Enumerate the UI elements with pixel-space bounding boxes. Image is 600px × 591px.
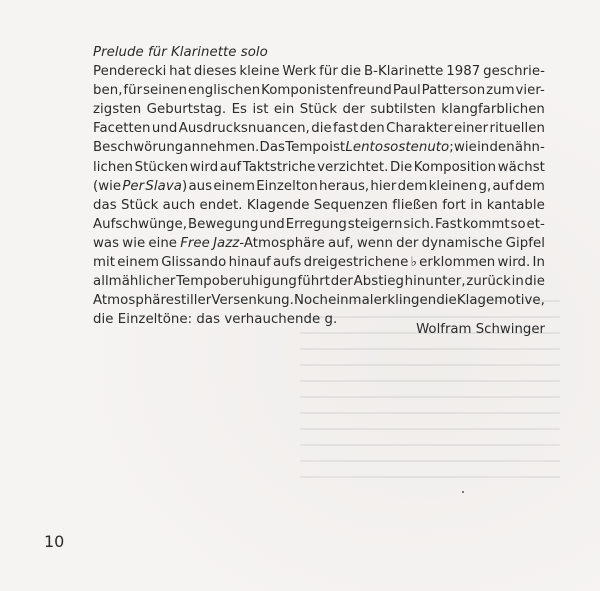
word: ben, — [93, 83, 123, 99]
word: auf, — [328, 235, 354, 251]
word: et- — [526, 216, 545, 232]
essay-text — [93, 43, 545, 329]
word: aufs — [272, 255, 302, 271]
word: erklingen — [373, 293, 437, 309]
word: sostenuto; — [383, 140, 454, 156]
word: Tempo — [285, 140, 330, 156]
word: Gipfel — [505, 235, 545, 251]
word: Einzelton — [256, 178, 318, 194]
word: hier — [370, 178, 397, 194]
word: Noch — [294, 293, 329, 309]
word: subtilsten — [370, 102, 436, 118]
word: das — [93, 197, 117, 213]
word: wie — [122, 235, 146, 251]
word: führt — [297, 274, 330, 290]
print-speck — [462, 491, 464, 493]
word: Lento — [345, 140, 384, 156]
word: aus — [188, 178, 213, 194]
word: dem — [515, 178, 545, 194]
word: Geburtstag. — [146, 102, 227, 118]
word: mit — [93, 255, 116, 271]
word: annehmen. — [183, 140, 260, 156]
word: Es — [231, 102, 248, 118]
word: ist — [329, 140, 346, 156]
word: Ausdrucksnuancen, — [178, 121, 310, 137]
word: wird. — [497, 255, 531, 271]
word: zigsten — [93, 102, 142, 118]
word: stiller — [174, 293, 212, 309]
essay-line — [93, 138, 545, 157]
word: Werk — [282, 64, 317, 80]
word: hinauf — [228, 255, 271, 271]
word: Slava) — [145, 178, 188, 194]
word: die — [436, 293, 457, 309]
word: die — [340, 64, 362, 80]
word: Jazz-Atmosphäre — [213, 235, 325, 251]
word: einem — [117, 255, 159, 271]
word: Das — [259, 140, 285, 156]
essay-line — [93, 215, 545, 234]
word: hinunter, — [404, 274, 466, 290]
word: Penderecki — [93, 64, 167, 80]
essay-line — [93, 272, 545, 291]
word: Taktstriche — [242, 159, 316, 175]
word: Komponistenfreund — [261, 83, 392, 99]
piece-title: Prelude für Klarinette solo — [93, 45, 268, 60]
word: auf — [492, 178, 514, 194]
word: das — [196, 312, 221, 328]
word: Erregung — [285, 216, 347, 232]
essay-line — [93, 62, 545, 81]
word: geschrie- — [483, 64, 545, 80]
word: hat — [169, 64, 192, 80]
essay-line — [93, 196, 545, 215]
essay-line — [93, 158, 545, 177]
word: Glissando — [161, 255, 227, 271]
word: g, — [478, 178, 492, 194]
word: kleine — [239, 64, 280, 80]
essay-line — [93, 119, 545, 138]
word: und — [151, 121, 178, 137]
word: Beschwörung — [93, 140, 184, 156]
word: dieses — [193, 64, 237, 80]
word: den — [489, 140, 515, 156]
word: sich. — [403, 216, 435, 232]
word: die — [311, 121, 332, 137]
word: dynamische — [421, 235, 503, 251]
word: wird — [189, 159, 219, 175]
word: den — [359, 121, 385, 137]
word: ♭ — [410, 255, 417, 271]
word: steigern — [347, 216, 403, 232]
author-signature: Wolfram Schwinger — [416, 322, 545, 337]
word: Facetten — [93, 121, 151, 137]
word: ist — [252, 102, 269, 118]
essay-body — [93, 62, 545, 329]
word: so — [510, 216, 526, 232]
word: Aufschwünge, — [93, 216, 188, 232]
word: Per — [122, 178, 145, 194]
word: ein — [273, 102, 295, 118]
essay-line — [93, 234, 545, 253]
word: kleinen — [428, 178, 478, 194]
word: Stück — [299, 102, 338, 118]
word: Versenkung. — [211, 293, 294, 309]
word: der — [396, 235, 419, 251]
word: heraus, — [319, 178, 370, 194]
word: in — [511, 274, 524, 290]
word: dem — [397, 178, 428, 194]
word: Komposition — [413, 159, 497, 175]
word: (wie — [93, 178, 122, 194]
word: Fast — [435, 216, 462, 232]
word: fließen — [392, 197, 438, 213]
word: 1987 — [446, 64, 481, 80]
essay-line — [93, 253, 545, 272]
word: Atmosphäre — [93, 293, 174, 309]
essay-line — [93, 177, 545, 196]
word: was — [93, 235, 120, 251]
word: kantable — [486, 197, 545, 213]
word: wächst — [497, 159, 545, 175]
word: Stücken — [134, 159, 189, 175]
word: Die — [389, 159, 413, 175]
word: für — [123, 83, 143, 99]
word: zum — [486, 83, 515, 99]
word: ähn- — [514, 140, 545, 156]
word: Tempoberuhigung — [176, 274, 297, 290]
word: Charakter — [386, 121, 453, 137]
word: Bewegung — [187, 216, 259, 232]
word: seinen — [143, 83, 188, 99]
word: rituellen — [489, 121, 545, 137]
word: der — [330, 274, 353, 290]
word: Einzeltöne: — [117, 312, 193, 328]
word: In — [532, 255, 545, 271]
word: Klagende — [246, 197, 310, 213]
word: Stück — [121, 197, 159, 213]
essay-line — [93, 291, 545, 310]
word: zurück — [466, 274, 511, 290]
word: englischen — [188, 83, 261, 99]
word: der — [342, 102, 365, 118]
word: B-Klarinette — [363, 64, 444, 80]
word: auch — [162, 197, 196, 213]
word: die — [93, 312, 114, 328]
word: vier- — [515, 83, 545, 99]
word: fast — [333, 121, 359, 137]
word: Free — [180, 235, 210, 251]
word: verzichtet. — [317, 159, 389, 175]
word: in — [477, 140, 490, 156]
word: für — [319, 64, 338, 80]
page-number: 10 — [44, 532, 65, 551]
word: wenn — [356, 235, 393, 251]
word: Abstieg — [353, 274, 404, 290]
word: endet. — [199, 197, 243, 213]
word: g. — [324, 312, 338, 328]
essay-line — [93, 100, 545, 119]
word: verhauchende — [224, 312, 321, 328]
word: fort — [442, 197, 466, 213]
word: Sequenzen — [313, 197, 388, 213]
essay-line — [93, 81, 545, 100]
word: die — [524, 274, 545, 290]
word: Patterson — [421, 83, 486, 99]
word: auf — [219, 159, 242, 175]
word: dreigestrichene — [303, 255, 409, 271]
word: eine — [148, 235, 178, 251]
word: kommt — [462, 216, 510, 232]
word: in — [470, 197, 483, 213]
word: Paul — [392, 83, 421, 99]
word: Klagemotive, — [456, 293, 545, 309]
word: einmal — [328, 293, 374, 309]
word: lichen — [93, 159, 134, 175]
word: wie — [453, 140, 477, 156]
word: einer — [453, 121, 489, 137]
word: klangfarblichen — [441, 102, 545, 118]
word: allmählicher — [93, 274, 176, 290]
word: erklommen — [419, 255, 496, 271]
word: und — [259, 216, 285, 232]
word: einem — [213, 178, 255, 194]
